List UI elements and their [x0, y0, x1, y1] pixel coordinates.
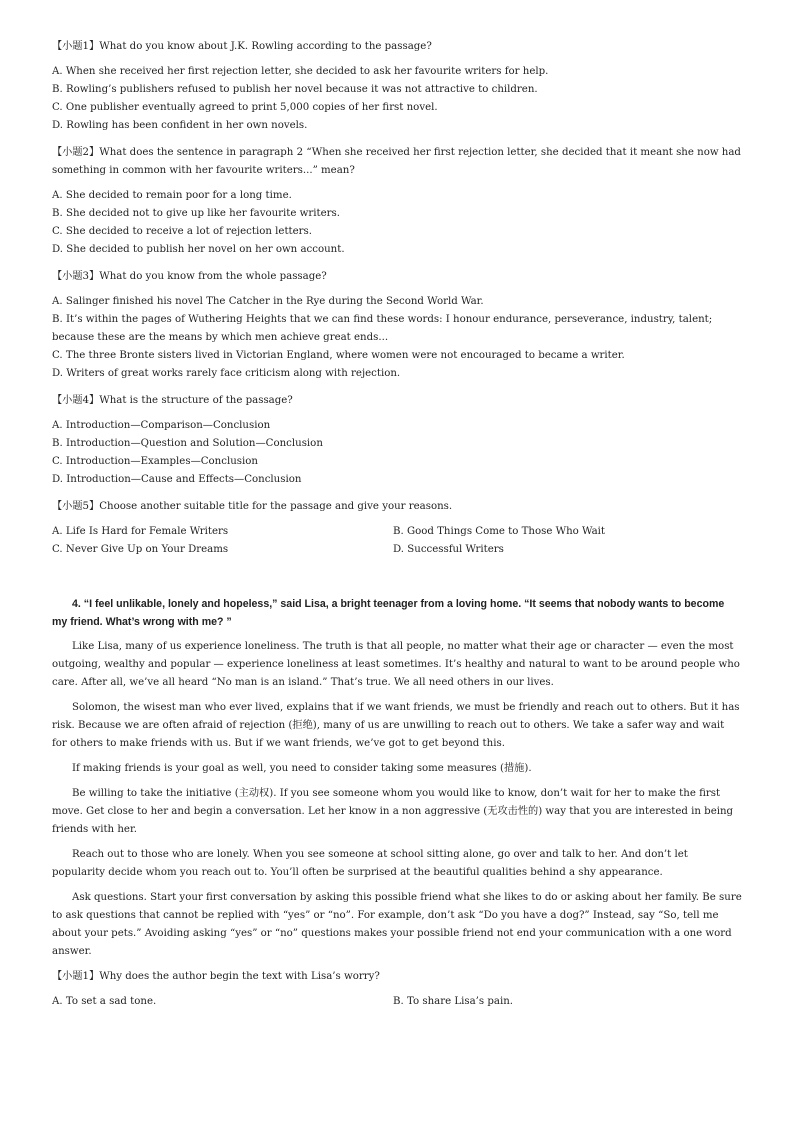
options-list — [52, 417, 742, 489]
passage-paragraph: Ask questions. Start your first conversation by asking this possible friend what she likes to do or asking about her family. Be sure to ask questions that cannot be replied with “yes” or “no”. For example, don’t ask “Do you have a dog?” Instead, say “So, tell me about your pets.” Avoiding asking “yes” or “no” questions makes your possible friend not end your communication with a one word answer. — [52, 892, 742, 957]
option-b: B. Introduction—Question and Solution—Conclusion — [52, 438, 323, 449]
option-b: B. Good Things Come to Those Who Wait — [393, 526, 606, 537]
question-stem: 【小题4】What is the structure of the passage? — [52, 395, 293, 406]
option-a: A. She decided to remain poor for a long time. — [52, 190, 292, 201]
option-c: C. The three Bronte sisters lived in Victorian England, where women were not encouraged to became a writer. — [52, 350, 625, 361]
options-list — [52, 293, 742, 383]
option-c: C. One publisher eventually agreed to print 5,000 copies of her first novel. — [52, 102, 438, 113]
question-stem: 【小题1】What do you know about J.K. Rowling according to the passage? — [52, 41, 432, 52]
option-a: A. Introduction—Comparison—Conclusion — [52, 420, 271, 431]
question-stem: 【小题5】Choose another suitable title for the passage and give your reasons. — [52, 501, 453, 512]
option-b: B. It’s within the pages of Wuthering Heights that we can find these words: I honour endurance, perseverance, industry, talent; because these are the means by which men achieve great ends... — [52, 314, 713, 343]
question-stem: 【小题1】Why does the author begin the text with Lisa’s worry? — [52, 971, 380, 982]
passage-paragraph: If making friends is your goal as well, you need to consider taking some measures (措施). — [72, 763, 532, 774]
option-c: C. Introduction—Examples—Conclusion — [52, 456, 258, 467]
option-d: D. Successful Writers — [393, 544, 504, 555]
passage-title: 4. “I feel unlikable, lonely and hopeless,” said Lisa, a bright teenager from a loving home. “It seems that nobody wants to become my friend. What’s wrong with me? ” — [52, 598, 725, 628]
option-a: A. Life Is Hard for Female Writers — [52, 526, 229, 537]
option-d: D. Rowling has been confident in her own novels. — [52, 120, 308, 131]
passage-paragraph: Solomon, the wisest man who ever lived, explains that if we want friends, we must be friendly and reach out to others. But it has risk. Because we are often afraid of rejection (拒绝), many of us are unwilling to reach out to others. We take a safer way and wait for others to make friends with us. But if we want friends, we’ve got to get beyond this. — [52, 702, 740, 749]
document-page — [52, 30, 742, 1011]
option-c: C. Never Give Up on Your Dreams — [52, 544, 229, 555]
option-c: C. She decided to receive a lot of rejection letters. — [52, 226, 313, 237]
question-stem: 【小题3】What do you know from the whole passage? — [52, 271, 327, 282]
passage-paragraph: Like Lisa, many of us experience loneliness. The truth is that all people, no matter what their age or character — even the most outgoing, wealthy and popular — experience loneliness at least sometimes. It’s healthy and natural to want to be around people who care. After all, we’ve all heard “No man is an island.” That’s true. We all need others in our lives. — [52, 641, 740, 688]
question-stem: 【小题2】What does the sentence in paragraph 2 “When she received her first rejection letter, she decided that it meant she now had something in common with her favourite writers...” mean? — [52, 147, 741, 176]
option-d: D. Writers of great works rarely face criticism along with rejection. — [52, 368, 401, 379]
option-d: D. Introduction—Cause and Effects—Conclusion — [52, 474, 302, 485]
option-b: B. Rowling’s publishers refused to publish her novel because it was not attractive to children. — [52, 84, 538, 95]
options-grid — [52, 993, 742, 1011]
options-list — [52, 63, 742, 135]
option-d: D. She decided to publish her novel on her own account. — [52, 244, 345, 255]
passage-paragraph: Be willing to take the initiative (主动权). If you see someone whom you would like to know, don’t wait for her to make the first move. Get close to her and begin a conversation. Let her know in a non aggressive (无攻击性的) way that you are interested in being friends with her. — [52, 788, 734, 835]
options-list — [52, 187, 742, 259]
options-grid — [52, 523, 742, 559]
option-b: B. She decided not to give up like her favourite writers. — [52, 208, 340, 219]
option-a: A. Salinger finished his novel The Catcher in the Rye during the Second World War. — [52, 296, 484, 307]
passage-paragraph: Reach out to those who are lonely. When you see someone at school sitting alone, go over and talk to her. And don’t let popularity decide whom you reach out to. You’ll often be surprised at the beautiful qualities behind a shy appearance. — [52, 849, 688, 878]
option-b: B. To share Lisa’s pain. — [393, 996, 514, 1007]
option-a: A. To set a sad tone. — [52, 996, 157, 1007]
option-a: A. When she received her first rejection letter, she decided to ask her favourite writers for help. — [52, 66, 549, 77]
